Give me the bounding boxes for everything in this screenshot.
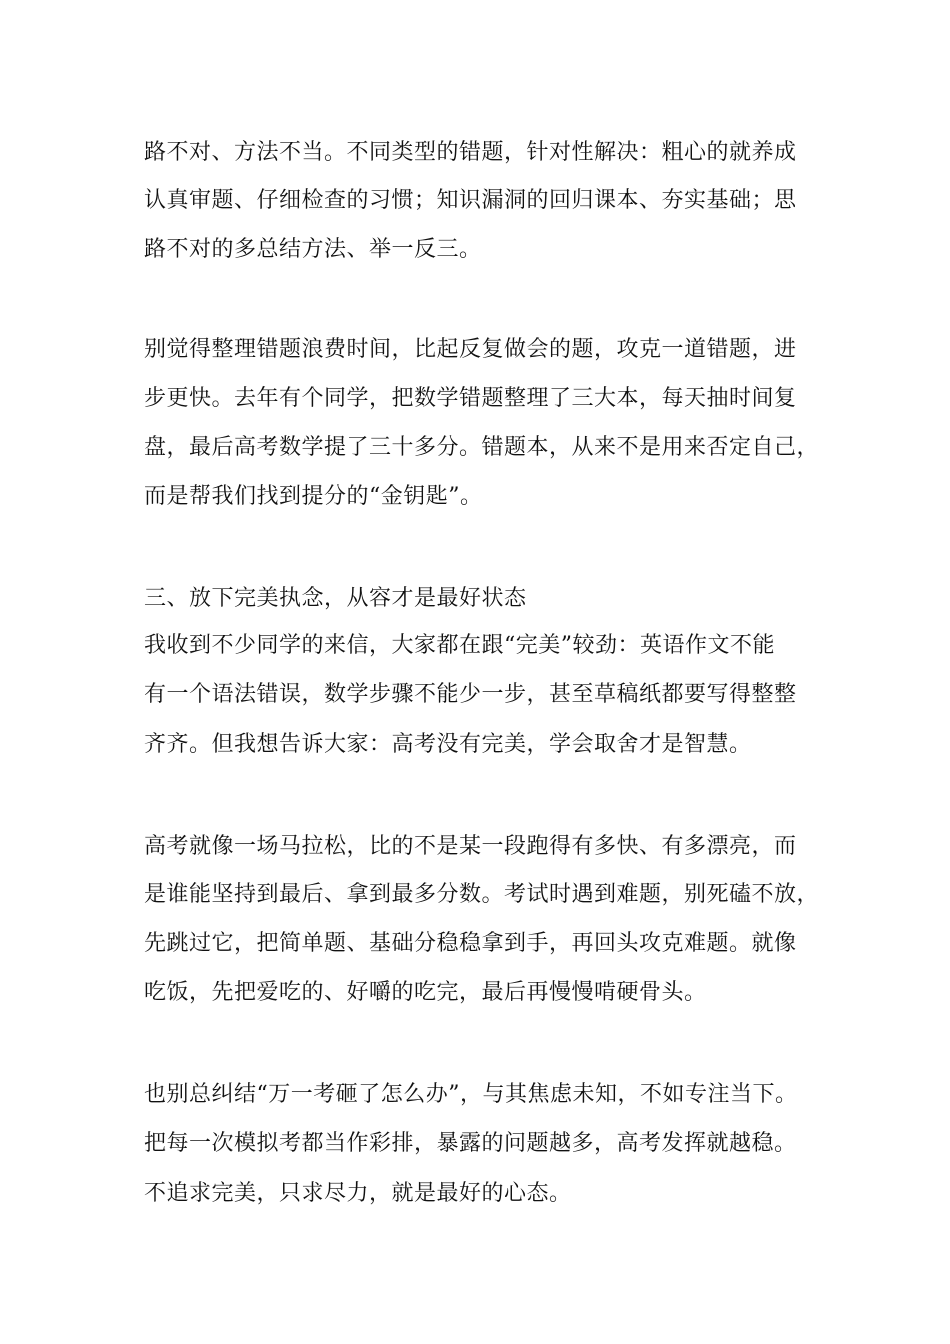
paragraph-1-line-1: 路不对、方法不当。不同类型的错题，针对性解决：粗心的就养成 (144, 140, 797, 165)
section-heading: 三、放下完美执念，从容才是最好状态 (144, 586, 527, 611)
paragraph-2-line-2: 步更快。去年有个同学，把数学错题整理了三大本，每天抽时间复 (144, 386, 797, 411)
paragraph-3-line-3: 齐齐。但我想告诉大家：高考没有完美，学会取舍才是智慧。 (144, 732, 752, 757)
paragraph-3-line-1: 我收到不少同学的来信，大家都在跟“完美”较劲：英语作文不能 (144, 633, 775, 658)
paragraph-3-line-2: 有一个语法错误，数学步骤不能少一步，甚至草稿纸都要写得整整 (144, 682, 797, 707)
paragraph-2-line-1: 别觉得整理错题浪费时间，比起反复做会的题，攻克一道错题，进 (144, 337, 797, 362)
paragraph-4-line-2: 是谁能坚持到最后、拿到最多分数。考试时遇到难题，别死磕不放， (144, 882, 820, 907)
paragraph-1-line-3: 路不对的多总结方法、举一反三。 (144, 237, 482, 262)
paragraph-1-line-2: 认真审题、仔细检查的习惯；知识漏洞的回归课本、夯实基础；思 (144, 188, 797, 213)
paragraph-2-line-3: 盘，最后高考数学提了三十多分。错题本，从来不是用来否定自己， (144, 435, 820, 460)
paragraph-2-line-4: 而是帮我们找到提分的“金钥匙”。 (144, 484, 483, 509)
paragraph-4-line-1: 高考就像一场马拉松，比的不是某一段跑得有多快、有多漂亮，而 (144, 834, 797, 859)
paragraph-4-line-3: 先跳过它，把简单题、基础分稳稳拿到手，再回头攻克难题。就像 (144, 931, 797, 956)
paragraph-5-line-2: 把每一次模拟考都当作彩排，暴露的问题越多，高考发挥就越稳。 (144, 1131, 797, 1156)
paragraph-4-line-4: 吃饭，先把爱吃的、好嚼的吃完，最后再慢慢啃硬骨头。 (144, 980, 707, 1005)
paragraph-5-line-3: 不追求完美，只求尽力，就是最好的心态。 (144, 1181, 572, 1206)
paragraph-5-line-1: 也别总纠结“万一考砸了怎么办”，与其焦虑未知，不如专注当下。 (144, 1082, 798, 1107)
